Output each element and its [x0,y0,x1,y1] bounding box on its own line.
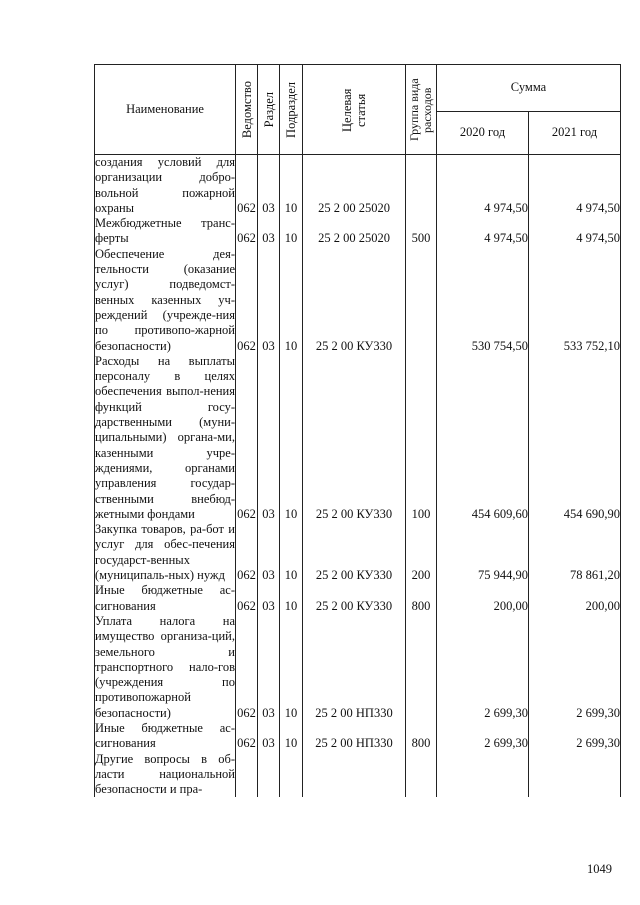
row-name: создания условий для организации добро-вольной пожарной охраны [95,155,235,215]
header-name: Наименование [95,65,236,155]
table-row [95,155,621,217]
row-sum-2021: 2 699,30 [529,721,621,752]
row-name: Обеспечение дея-тельности (оказание услуг) подведомст-венных казенных уч-реждений (учрежде-ния по противопо-жарной безопасности) [95,246,235,353]
row-sum-2021: 4 974,50 [529,155,621,217]
table-row [95,216,621,247]
row-raz: 03 [258,155,280,217]
row-cs: 25 2 00 НП330 [303,721,406,752]
row-raz: 03 [258,721,280,752]
row-name: Иные бюджетные ас-сигнования [95,720,235,751]
table-row [95,583,621,614]
row-vr: 500 [406,216,437,247]
table-row [95,614,621,721]
row-cs [303,752,406,798]
row-cs: 25 2 00 25020 [303,216,406,247]
row-ved [236,752,258,798]
row-pod: 10 [280,247,303,354]
row-sum-2020: 2 699,30 [437,614,529,721]
row-sum-2021: 454 690,90 [529,354,621,522]
row-name: Межбюджетные транс-ферты [95,216,235,246]
row-sum-2020 [437,752,529,798]
page-number: 1049 [587,862,612,876]
row-pod: 10 [280,522,303,583]
row-vr [406,752,437,798]
row-pod: 10 [280,721,303,752]
table-row [95,354,621,522]
row-pod: 10 [280,614,303,721]
row-vr: 100 [406,354,437,522]
row-pod: 10 [280,155,303,217]
header-year-2021: 2021 год [529,112,621,155]
row-sum-2020: 454 609,60 [437,354,529,522]
row-ved: 062 [236,354,258,522]
row-ved: 062 [236,247,258,354]
budget-table [94,64,621,797]
row-pod: 10 [280,354,303,522]
table-row [95,721,621,752]
header-summa: Сумма [437,65,621,112]
row-ved: 062 [236,721,258,752]
row-cs: 25 2 00 НП330 [303,614,406,721]
header-celevaya: Целевая статья [303,65,406,155]
table-row [95,752,621,798]
row-sum-2021: 78 861,20 [529,522,621,583]
row-raz: 03 [258,247,280,354]
row-pod: 10 [280,216,303,247]
row-raz: 03 [258,614,280,721]
row-ved: 062 [236,522,258,583]
row-sum-2021: 200,00 [529,583,621,614]
header-row [95,65,621,112]
row-vr: 800 [406,721,437,752]
row-cs: 25 2 00 КУ330 [303,354,406,522]
header-year-2020: 2020 год [437,112,529,155]
row-sum-2020: 530 754,50 [437,247,529,354]
row-vr [406,247,437,354]
table-row [95,522,621,583]
row-sum-2020: 4 974,50 [437,155,529,217]
row-sum-2021: 4 974,50 [529,216,621,247]
row-cs: 25 2 00 25020 [303,155,406,217]
row-name: Другие вопросы в об-ласти национальной безопасности и пра- [95,751,235,797]
row-raz: 03 [258,216,280,247]
row-vr: 200 [406,522,437,583]
row-sum-2021 [529,752,621,798]
row-vr [406,614,437,721]
row-sum-2021: 533 752,10 [529,247,621,354]
row-sum-2020: 4 974,50 [437,216,529,247]
row-vr [406,155,437,217]
row-raz: 03 [258,583,280,614]
row-vr: 800 [406,583,437,614]
header-gruppa: Группа вида расходов [406,65,437,155]
header-podrazdel: Подраздел [280,65,303,155]
row-raz: 03 [258,354,280,522]
row-ved: 062 [236,614,258,721]
row-sum-2020: 200,00 [437,583,529,614]
row-cs: 25 2 00 КУ330 [303,247,406,354]
row-pod: 10 [280,583,303,614]
row-name: Иные бюджетные ас-сигнования [95,583,235,613]
row-sum-2020: 2 699,30 [437,721,529,752]
row-ved: 062 [236,155,258,217]
table-row [95,247,621,354]
row-ved: 062 [236,583,258,614]
header-razdel: Раздел [258,65,280,155]
row-sum-2021: 2 699,30 [529,614,621,721]
header-vedomstvo: Ведомство [236,65,258,155]
row-name: Закупка товаров, ра-бот и услуг для обес-печения государст-венных (муниципаль-ных) нужд [95,522,235,583]
row-pod [280,752,303,798]
row-cs: 25 2 00 КУ330 [303,583,406,614]
row-name: Уплата налога на имущество организа-ций, земельного и транспортного нало-гов (учреждения по противопожарной безопасности) [95,613,235,720]
row-sum-2020: 75 944,90 [437,522,529,583]
row-raz: 03 [258,522,280,583]
row-cs: 25 2 00 КУ330 [303,522,406,583]
row-name: Расходы на выплаты персоналу в целях обеспечения выпол-нения функций госу-дарственными (муни-ципальными) органа-ми, казенными учре-ждениями, органами управления государ-ственными внебюд-жетными фондами [95,353,235,521]
row-raz [258,752,280,798]
row-ved: 062 [236,216,258,247]
